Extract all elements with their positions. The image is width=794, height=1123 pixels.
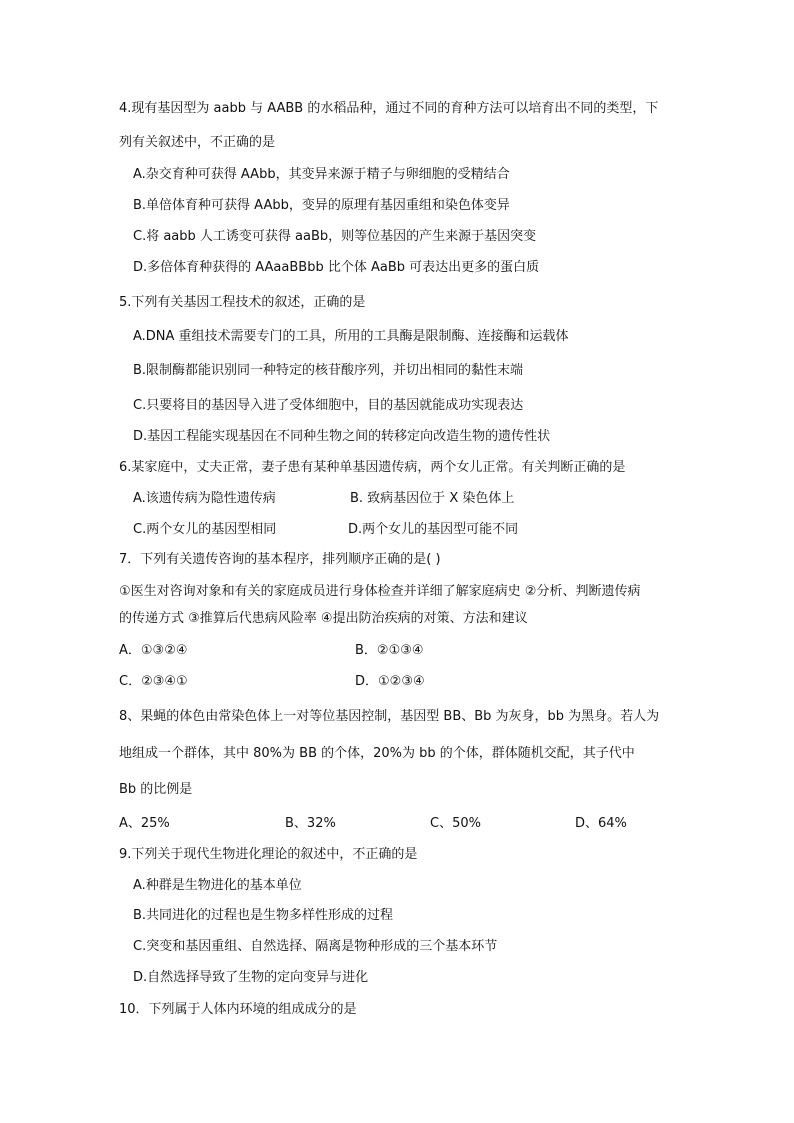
q8-option-d: D、64% <box>575 816 627 831</box>
q6-option-d: D.两个女儿的基因型可能不同 <box>348 522 519 537</box>
q8-stem-line1: 8、果蝇的体色由常染色体上一对等位基因控制，基因型 BB、Bb 为灰身，bb 为黑身。若人为 <box>119 709 660 724</box>
q7-option-a: A．①③②④ <box>119 643 188 658</box>
q7-option-d: D．①②③④ <box>355 674 425 689</box>
q8-option-a: A、25% <box>119 816 170 831</box>
q9-option-a: A.种群是生物进化的基本单位 <box>133 878 302 893</box>
q9-option-c: C.突变和基因重组、自然选择、隔离是物种形成的三个基本环节 <box>133 939 498 954</box>
q7-detail-line1: ①医生对咨询对象和有关的家庭成员进行身体检查并详细了解家庭病史 ②分析、判断遗传病 <box>119 584 641 599</box>
q6-option-b: B. 致病基因位于 X 染色体上 <box>350 491 515 506</box>
q8-stem-line3: Bb 的比例是 <box>119 782 193 797</box>
q7-detail-line2: 的传递方式 ③推算后代患病风险率 ④提出防治疾病的对策、方法和建议 <box>119 611 528 626</box>
q4-option-d: D.多倍体育种获得的 AAaaBBbb 比个体 AaBb 可表达出更多的蛋白质 <box>133 260 540 275</box>
q4-option-c: C.将 aabb 人工诱变可获得 aaBb，则等位基因的产生来源于基因突变 <box>133 229 537 244</box>
q6-option-a: A.该遗传病为隐性遗传病 <box>133 491 276 506</box>
q5-stem: 5.下列有关基因工程技术的叙述，正确的是 <box>119 295 366 310</box>
q8-option-b: B、32% <box>285 816 336 831</box>
q7-option-c: C．②③④① <box>119 674 188 689</box>
q4-stem-line2: 列有关叙述中，不正确的是 <box>119 135 276 150</box>
q5-option-c: C.只要将目的基因导入进了受体细胞中，目的基因就能成功实现表达 <box>133 398 524 413</box>
q10-stem: 10．下列属于人体内环境的组成成分的是 <box>119 1002 357 1017</box>
q4-stem-line1: 4.现有基因型为 aabb 与 AABB 的水稻品种，通过不同的育种方法可以培育出不同的类型，下 <box>119 101 659 116</box>
q5-option-b: B.限制酶都能识别同一种特定的核苷酸序列，并切出相同的黏性末端 <box>133 363 524 378</box>
q7-option-b: B．②①③④ <box>355 643 424 658</box>
q6-option-c: C.两个女儿的基因型相同 <box>133 522 277 537</box>
q6-stem: 6.某家庭中，丈夫正常，妻子患有某种单基因遗传病，两个女儿正常。有关判断正确的是 <box>119 460 626 475</box>
q4-option-b: B.单倍体育种可获得 AAbb，变异的原理有基因重组和染色体变异 <box>133 198 510 213</box>
q8-option-c: C、50% <box>430 816 481 831</box>
q7-stem: 7．下列有关遗传咨询的基本程序，排列顺序正确的是( ) <box>119 552 441 567</box>
q9-stem: 9.下列关于现代生物进化理论的叙述中，不正确的是 <box>119 847 418 862</box>
q8-stem-line2: 地组成一个群体，其中 80%为 BB 的个体，20%为 bb 的个体，群体随机交配，其子代中 <box>119 746 635 761</box>
q4-option-a: A.杂交育种可获得 AAbb，其变异来源于精子与卵细胞的受精结合 <box>133 167 510 182</box>
q5-option-a: A.DNA 重组技术需要专门的工具，所用的工具酶是限制酶、连接酶和运载体 <box>133 329 569 344</box>
q9-option-b: B.共同进化的过程也是生物多样性形成的过程 <box>133 908 394 923</box>
q9-option-d: D.自然选择导致了生物的定向变异与进化 <box>133 970 369 985</box>
q5-option-d: D.基因工程能实现基因在不同种生物之间的转移定向改造生物的遗传性状 <box>133 429 551 444</box>
